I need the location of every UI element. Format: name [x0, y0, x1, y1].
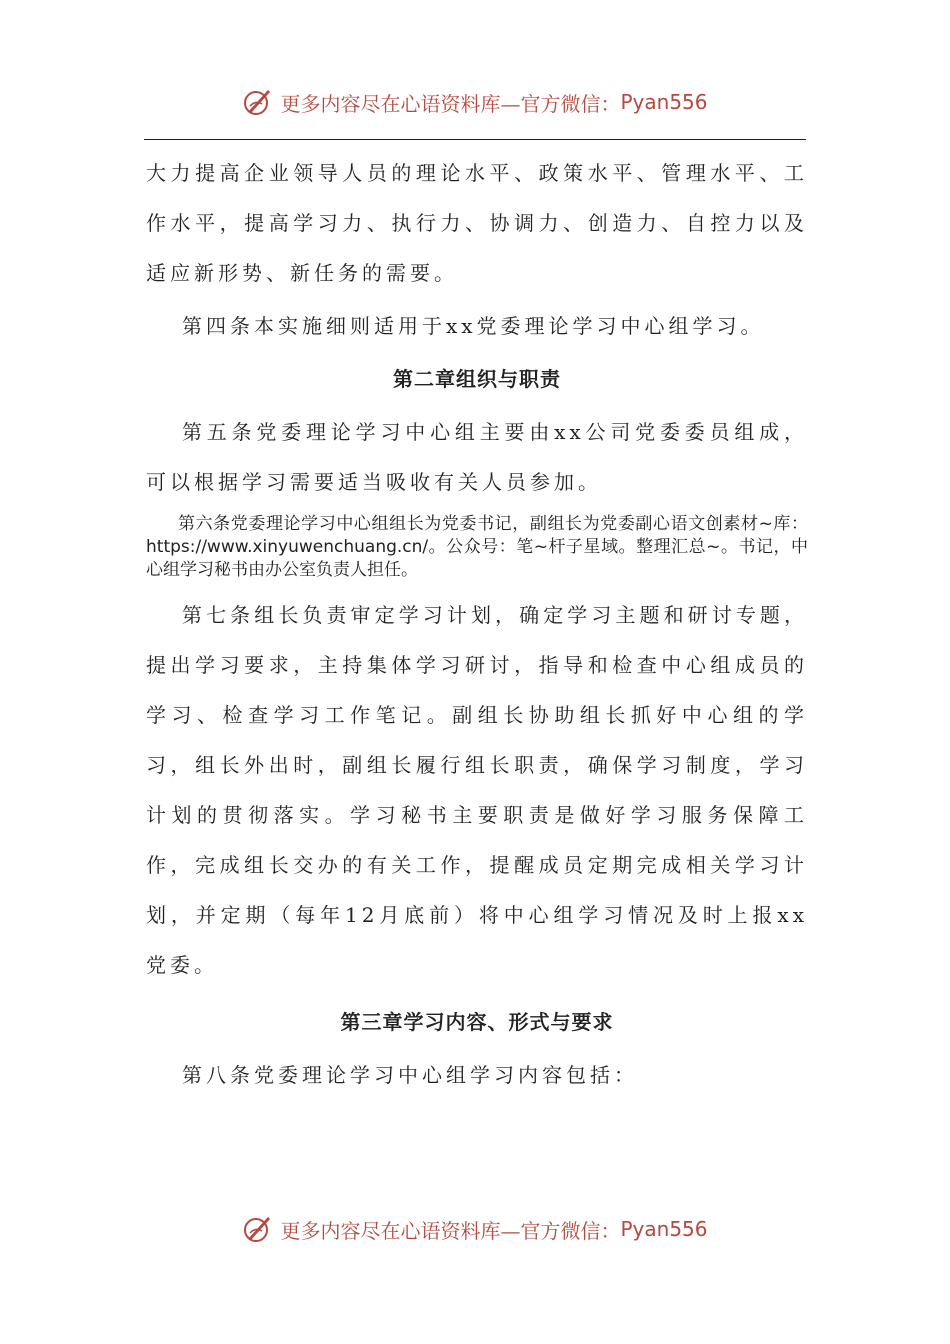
paragraph-leadin: 大力提高企业领导人员的理论水平、政策水平、管理水平、工作水平，提高学习力、执行力、协调力、创造力、自控力以及适应新形势、新任务的需要。 — [146, 161, 808, 285]
banner-text: 更多内容尽在心语资料库—官方微信： — [280, 91, 621, 116]
banner-wechat-id: Pyan556 — [620, 1217, 708, 1241]
chapter-2-heading: 第二章组织与职责 — [393, 367, 561, 391]
paragraph-article-8: 第八条党委理论学习中心组学习内容包括： — [182, 1063, 638, 1087]
paragraph-article-6: 第六条党委理论学习中心组组长为党委书记，副组长为党委副心语文创素材~库：https://www.xinyuwenchuang.cn/。公众号：笔~杆子星域。整理汇总~。书记，中心组学习秘书由办公室负责人担任。 — [146, 514, 808, 580]
paragraph-article-7: 第七条组长负责审定学习计划，确定学习主题和研讨专题，提出学习要求，主持集体学习研讨，指导和检查中心组成员的学习、检查学习工作笔记。副组长协助组长抓好中心组的学习，组长外出时，副组长履行组长职责，确保学习制度，学习计划的贯彻落实。学习秘书主要职责是做好学习服务保障工作，完成组长交办的有关工作，提醒成员定期完成相关学习计划，并定期（每年12月底前）将中心组学习情况及时上报xx党委。 — [146, 603, 808, 977]
footer-banner — [0, 1209, 950, 1249]
header-rule — [144, 139, 806, 140]
paragraph-article-5: 第五条党委理论学习中心组主要由xx公司党委委员组成，可以根据学习需要适当吸收有关人员参加。 — [146, 420, 808, 494]
paragraph-article-4: 第四条本实施细则适用于xx党委理论学习中心组学习。 — [182, 314, 765, 338]
chapter-3-heading: 第三章学习内容、形式与要求 — [340, 1010, 614, 1034]
quill-pen-logo-icon — [242, 1213, 274, 1245]
document-body — [146, 148, 808, 1100]
header-banner — [0, 82, 950, 122]
quill-pen-logo-icon — [242, 86, 274, 118]
banner-wechat-id: Pyan556 — [620, 90, 708, 114]
banner-text: 更多内容尽在心语资料库—官方微信： — [280, 1218, 621, 1243]
